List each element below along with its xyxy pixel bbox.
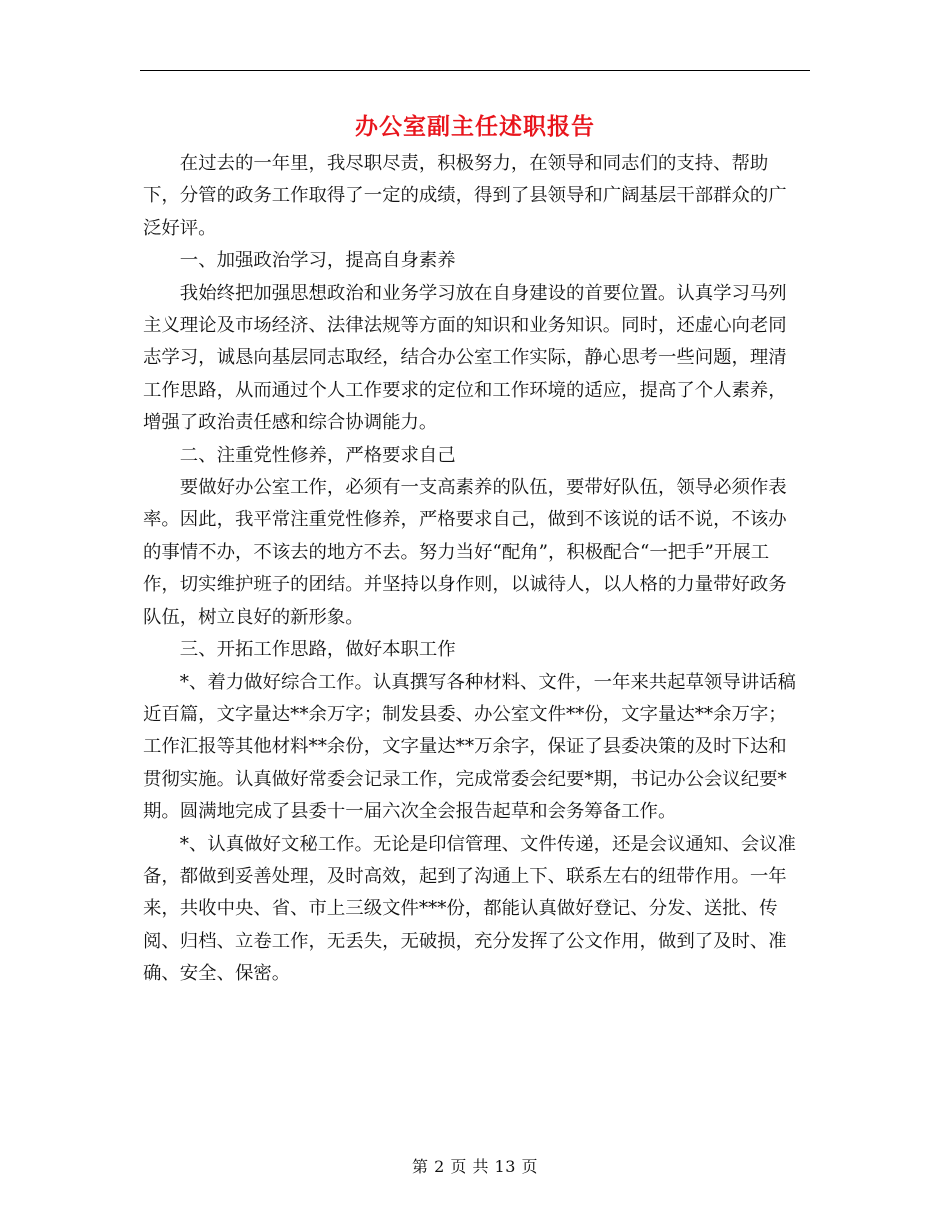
- header-rule: [140, 70, 810, 71]
- section-heading-1: 一、加强政治学习，提高自身素养: [179, 250, 456, 272]
- paragraph-intro: 在过去的一年里，我尽职尽责，积极努力，在领导和同志们的支持、帮助下，分管的政务工作取得了一定的成绩，得到了县领导和广阔基层干部群众的广泛好评。: [143, 153, 787, 239]
- paragraph-section-3-item-1: *、着力做好综合工作。认真撰写各种材料、文件，一年来共起草领导讲话稿近百篇，文字量达**余万字；制发县委、办公室文件**份，文字量达**余万字；工作汇报等其他材料**余份，文字量达**万余字，保证了县委决策的及时下达和贯彻实施。认真做好常委会记录工作，完成常委会纪要*期，书记办公会议纪要*期。圆满地完成了县委十一届六次全会报告起草和会务筹备工作。: [143, 671, 796, 823]
- paragraph-section-2: 要做好办公室工作，必须有一支高素养的队伍，要带好队伍，领导必须作表率。因此，我平常注重党性修养，严格要求自己，做到不该说的话不说，不该办的事情不办，不该去的地方不去。努力当好“配角”，积极配合“一把手”开展工作，切实维护班子的团结。并坚持以身作则，以诚待人，以人格的力量带好政务队伍，树立良好的新形象。: [143, 477, 787, 628]
- section-heading-3: 三、开拓工作思路，做好本职工作: [179, 639, 456, 661]
- document-body: [143, 148, 803, 991]
- document-title: 办公室副主任述职报告: [355, 113, 595, 140]
- paragraph-section-1: 我始终把加强思想政治和业务学习放在自身建设的首要位置。认真学习马列主义理论及市场经济、法律法规等方面的知识和业务知识。同时，还虚心向老同志学习，诚恳向基层同志取经，结合办公室工作实际，静心思考一些问题，理清工作思路，从而通过个人工作要求的定位和工作环境的适应，提高了个人素养，增强了政治责任感和综合协调能力。: [143, 282, 787, 434]
- paragraph-section-3-item-2: *、认真做好文秘工作。无论是印信管理、文件传递，还是会议通知、会议准备，都做到妥善处理，及时高效，起到了沟通上下、联系左右的纽带作用。一年来，共收中央、省、市上三级文件***份，都能认真做好登记、分发、送批、传阅、归档、立卷工作，无丢失，无破损，充分发挥了公文作用，做到了及时、准确、安全、保密。: [143, 833, 796, 985]
- page-footer: 第 2 页 共 13 页: [412, 1157, 538, 1176]
- section-heading-2: 二、注重党性修养，严格要求自己: [179, 444, 456, 466]
